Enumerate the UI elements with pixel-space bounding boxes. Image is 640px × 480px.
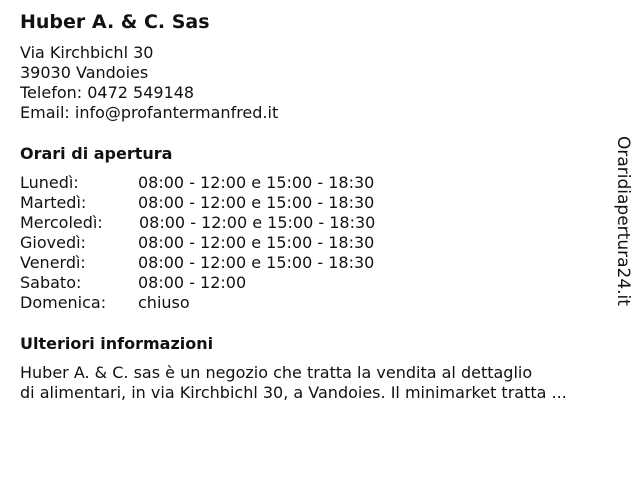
site-watermark: Oraridiapertura24.it [613, 136, 633, 306]
day-label: Martedì: [20, 193, 87, 212]
business-name: Huber A. & C. Sas [20, 11, 210, 33]
day-label: Venerdì: [20, 253, 86, 272]
email-address: Email: info@profantermanfred.it [20, 103, 279, 122]
opening-hours-heading: Orari di apertura [20, 144, 173, 163]
day-label: Sabato: [20, 273, 82, 292]
address-street: Via Kirchbichl 30 [20, 43, 154, 62]
address-block [20, 43, 278, 123]
additional-info-heading: Ulteriori informazioni [20, 334, 214, 353]
day-label: Domenica: [20, 293, 107, 312]
info-line: Huber A. & C. sas è un negozio che tratta la vendita al dettaglio [20, 363, 533, 382]
day-label: Giovedì: [20, 233, 86, 252]
time-value: 08:00 - 12:00 e 15:00 - 18:30 [138, 253, 375, 272]
time-value: 08:00 - 12:00 e 15:00 - 18:30 [138, 193, 375, 212]
time-value: 08:00 - 12:00 e 15:00 - 18:30 [138, 233, 375, 252]
day-label: Lunedì: [20, 173, 79, 192]
time-value: 08:00 - 12:00 [138, 273, 247, 292]
time-value: chiuso [138, 293, 190, 312]
day-label: Mercoledì: [20, 213, 103, 232]
phone-number: Telefon: 0472 549148 [20, 83, 195, 102]
info-line: di alimentari, in via Kirchbichl 30, a Vandoies. Il minimarket tratta ... [20, 383, 567, 402]
address-city: 39030 Vandoies [20, 63, 149, 82]
additional-info-text [20, 363, 620, 403]
time-value: 08:00 - 12:00 e 15:00 - 18:30 [138, 173, 375, 192]
time-value: 08:00 - 12:00 e 15:00 - 18:30 [139, 213, 376, 232]
